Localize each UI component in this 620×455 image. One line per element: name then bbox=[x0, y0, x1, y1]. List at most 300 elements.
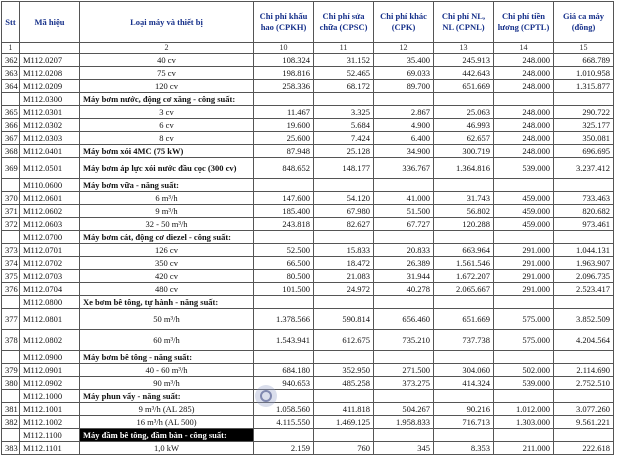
cell-csc: 612.675 bbox=[314, 330, 374, 351]
cell-stt: 363 bbox=[2, 67, 20, 80]
cell-code: M112.0902 bbox=[20, 377, 80, 390]
cell-name: 8 cv bbox=[80, 132, 254, 145]
cell-ckh bbox=[254, 93, 314, 106]
cell-name: Máy bơm xói 4MC (75 kW) bbox=[80, 145, 254, 158]
cell-gia: 9.561.221 bbox=[554, 416, 614, 429]
cell-ckh bbox=[254, 296, 314, 309]
cell-ck bbox=[374, 351, 434, 364]
cell-csc: 352.950 bbox=[314, 364, 374, 377]
cell-tl: 539.000 bbox=[494, 158, 554, 179]
table-row bbox=[2, 158, 614, 179]
cell-stt: 375 bbox=[2, 270, 20, 283]
cell-code: M112.1001 bbox=[20, 403, 80, 416]
cell-nl: 8.353 bbox=[434, 442, 494, 455]
cell-tl: 291.000 bbox=[494, 244, 554, 257]
cell-stt: 381 bbox=[2, 403, 20, 416]
cell-nl: 663.964 bbox=[434, 244, 494, 257]
cell-gia: 325.177 bbox=[554, 119, 614, 132]
cell-stt: 365 bbox=[2, 106, 20, 119]
cell-code: M112.0702 bbox=[20, 257, 80, 270]
cell-stt bbox=[2, 351, 20, 364]
cell-nl bbox=[434, 231, 494, 244]
cell-gia: 733.463 bbox=[554, 192, 614, 205]
cell-csc: 485.258 bbox=[314, 377, 374, 390]
cell-ckh: 243.818 bbox=[254, 218, 314, 231]
cell-nl: 442.643 bbox=[434, 67, 494, 80]
cell-ckh: 1.543.941 bbox=[254, 330, 314, 351]
cell-csc: 15.833 bbox=[314, 244, 374, 257]
cell-tl bbox=[494, 296, 554, 309]
cell-ck: 89.700 bbox=[374, 80, 434, 93]
cell-stt: 373 bbox=[2, 244, 20, 257]
cell-tl: 248.000 bbox=[494, 119, 554, 132]
cell-code: M112.0209 bbox=[20, 80, 80, 93]
cell-gia: 973.461 bbox=[554, 218, 614, 231]
cell-stt: 372 bbox=[2, 218, 20, 231]
cell-name: 6 m³/h bbox=[80, 192, 254, 205]
cell-ck: 31.944 bbox=[374, 270, 434, 283]
group-row bbox=[2, 390, 614, 403]
cell-code: M112.0208 bbox=[20, 67, 80, 80]
cell-ckh: 11.467 bbox=[254, 106, 314, 119]
cell-csc: 760 bbox=[314, 442, 374, 455]
table-row bbox=[2, 67, 614, 80]
cell-stt bbox=[2, 179, 20, 192]
cell-tl bbox=[494, 351, 554, 364]
header-gia: Giá ca máy (đồng) bbox=[554, 2, 614, 43]
cell-ckh: 198.816 bbox=[254, 67, 314, 80]
cell-tl: 248.000 bbox=[494, 145, 554, 158]
cell-tl: 248.000 bbox=[494, 54, 554, 67]
cell-gia: 1.963.907 bbox=[554, 257, 614, 270]
table-row bbox=[2, 132, 614, 145]
cell-nl: 716.713 bbox=[434, 416, 494, 429]
cell-code: M112.0603 bbox=[20, 218, 80, 231]
cell-tl bbox=[494, 93, 554, 106]
cell-code: M112.0900 bbox=[20, 351, 80, 364]
cell-ck bbox=[374, 179, 434, 192]
cell-csc: 1.469.125 bbox=[314, 416, 374, 429]
cell-tl: 248.000 bbox=[494, 80, 554, 93]
cell-ck: 35.400 bbox=[374, 54, 434, 67]
cell-stt: 380 bbox=[2, 377, 20, 390]
table-row bbox=[2, 257, 614, 270]
cell-code: M112.1100 bbox=[20, 429, 80, 442]
cell-ck: 67.727 bbox=[374, 218, 434, 231]
cell-stt: 377 bbox=[2, 309, 20, 330]
cell-stt: 379 bbox=[2, 364, 20, 377]
cell-gia bbox=[554, 429, 614, 442]
cell-stt: 362 bbox=[2, 54, 20, 67]
cell-code: M112.0700 bbox=[20, 231, 80, 244]
cell-gia: 2.114.690 bbox=[554, 364, 614, 377]
cell-gia bbox=[554, 231, 614, 244]
table-row bbox=[2, 283, 614, 296]
cell-stt: 378 bbox=[2, 330, 20, 351]
cell-gia: 696.695 bbox=[554, 145, 614, 158]
cell-tl: 459.000 bbox=[494, 218, 554, 231]
cell-nl: 1.672.207 bbox=[434, 270, 494, 283]
cell-stt: 370 bbox=[2, 192, 20, 205]
cell-csc: 68.172 bbox=[314, 80, 374, 93]
cell-csc: 21.083 bbox=[314, 270, 374, 283]
cell-tl: 575.000 bbox=[494, 330, 554, 351]
cell-ck: 6.400 bbox=[374, 132, 434, 145]
cell-ck bbox=[374, 231, 434, 244]
cell-gia bbox=[554, 93, 614, 106]
cell-code: M112.0801 bbox=[20, 309, 80, 330]
cell-ck: 34.900 bbox=[374, 145, 434, 158]
cell-gia: 1.315.877 bbox=[554, 80, 614, 93]
cell-ck: 735.210 bbox=[374, 330, 434, 351]
cell-code: M112.1101 bbox=[20, 442, 80, 455]
group-row bbox=[2, 351, 614, 364]
cell-gia: 3.077.260 bbox=[554, 403, 614, 416]
cell-gia: 3.237.412 bbox=[554, 158, 614, 179]
table-row bbox=[2, 119, 614, 132]
cell-ck: 1.958.833 bbox=[374, 416, 434, 429]
cell-stt: 364 bbox=[2, 80, 20, 93]
cell-nl: 1.561.546 bbox=[434, 257, 494, 270]
cell-ckh: 258.336 bbox=[254, 80, 314, 93]
column-number-row bbox=[2, 43, 614, 54]
cell-name: Máy bơm áp lực xói nước đầu cọc (300 cv) bbox=[80, 158, 254, 179]
cell-ckh bbox=[254, 231, 314, 244]
col-number-1: 1 bbox=[2, 43, 20, 54]
cell-code: M112.0704 bbox=[20, 283, 80, 296]
col-number-blank bbox=[20, 43, 80, 54]
header-nl: Chi phí NL, NL (CPNL) bbox=[434, 2, 494, 43]
cell-code: M112.0300 bbox=[20, 93, 80, 106]
col-number-2: 2 bbox=[80, 43, 254, 54]
cell-ckh: 87.948 bbox=[254, 145, 314, 158]
table-row bbox=[2, 205, 614, 218]
cell-ckh: 25.600 bbox=[254, 132, 314, 145]
cell-tl: 248.000 bbox=[494, 67, 554, 80]
table-row bbox=[2, 416, 614, 429]
cell-gia: 1.010.958 bbox=[554, 67, 614, 80]
group-row bbox=[2, 179, 614, 192]
cell-ckh: 80.500 bbox=[254, 270, 314, 283]
table-row bbox=[2, 403, 614, 416]
cell-gia: 820.682 bbox=[554, 205, 614, 218]
table-row bbox=[2, 377, 614, 390]
table-row bbox=[2, 80, 614, 93]
cell-name: Máy bơm vữa - năng suất: bbox=[80, 179, 254, 192]
cell-stt: 376 bbox=[2, 283, 20, 296]
cell-csc bbox=[314, 390, 374, 403]
cell-ck: 504.267 bbox=[374, 403, 434, 416]
cell-csc: 54.120 bbox=[314, 192, 374, 205]
cell-name: 9 m³/h bbox=[80, 205, 254, 218]
cell-code: M112.0703 bbox=[20, 270, 80, 283]
cell-ck: 26.389 bbox=[374, 257, 434, 270]
cell-stt: 369 bbox=[2, 158, 20, 179]
col-number-10: 10 bbox=[254, 43, 314, 54]
cell-name: 126 cv bbox=[80, 244, 254, 257]
cell-tl bbox=[494, 179, 554, 192]
cell-nl: 245.913 bbox=[434, 54, 494, 67]
cell-ck: 2.867 bbox=[374, 106, 434, 119]
table-row bbox=[2, 364, 614, 377]
cell-tl: 502.000 bbox=[494, 364, 554, 377]
table-body bbox=[2, 54, 614, 455]
table-row bbox=[2, 54, 614, 67]
cell-nl: 300.719 bbox=[434, 145, 494, 158]
cell-ckh: 1.058.560 bbox=[254, 403, 314, 416]
cell-tl: 248.000 bbox=[494, 132, 554, 145]
cell-ckh: 19.600 bbox=[254, 119, 314, 132]
cell-nl: 31.743 bbox=[434, 192, 494, 205]
cell-name: 3 cv bbox=[80, 106, 254, 119]
cell-gia: 350.081 bbox=[554, 132, 614, 145]
cell-gia bbox=[554, 390, 614, 403]
cell-csc: 5.684 bbox=[314, 119, 374, 132]
cell-code: M112.0501 bbox=[20, 158, 80, 179]
cell-nl: 304.060 bbox=[434, 364, 494, 377]
cell-csc: 67.980 bbox=[314, 205, 374, 218]
cell-stt: 366 bbox=[2, 119, 20, 132]
cell-name: 40 cv bbox=[80, 54, 254, 67]
table-row bbox=[2, 270, 614, 283]
cell-gia bbox=[554, 179, 614, 192]
cell-stt bbox=[2, 231, 20, 244]
cell-stt: 368 bbox=[2, 145, 20, 158]
cell-code: M112.0302 bbox=[20, 119, 80, 132]
group-row bbox=[2, 429, 614, 442]
header-stt: Stt bbox=[2, 2, 20, 43]
cell-tl bbox=[494, 390, 554, 403]
cell-csc: 31.152 bbox=[314, 54, 374, 67]
col-number-14: 14 bbox=[494, 43, 554, 54]
cell-ck bbox=[374, 390, 434, 403]
cell-ck: 69.033 bbox=[374, 67, 434, 80]
cell-csc: 411.818 bbox=[314, 403, 374, 416]
cell-name: Máy đầm bê tông, đầm bàn - công suất: bbox=[80, 429, 254, 442]
cell-tl: 291.000 bbox=[494, 257, 554, 270]
table-row bbox=[2, 309, 614, 330]
cell-name: Máy bơm bê tông - năng suất: bbox=[80, 351, 254, 364]
header-ckh: Chi phí khấu hao (CPKH) bbox=[254, 2, 314, 43]
cell-nl: 651.669 bbox=[434, 309, 494, 330]
cell-csc bbox=[314, 429, 374, 442]
col-number-12: 12 bbox=[374, 43, 434, 54]
cell-name: 120 cv bbox=[80, 80, 254, 93]
cell-name: Máy bơm nước, động cơ xăng - công suất: bbox=[80, 93, 254, 106]
cell-ck: 20.833 bbox=[374, 244, 434, 257]
col-number-13: 13 bbox=[434, 43, 494, 54]
group-row bbox=[2, 296, 614, 309]
cell-stt bbox=[2, 429, 20, 442]
cell-nl: 56.802 bbox=[434, 205, 494, 218]
header-name: Loại máy và thiết bị bbox=[80, 2, 254, 43]
cell-code: M112.1000 bbox=[20, 390, 80, 403]
cell-code: M112.0701 bbox=[20, 244, 80, 257]
cell-ckh: 52.500 bbox=[254, 244, 314, 257]
cell-csc bbox=[314, 351, 374, 364]
cell-ck: 345 bbox=[374, 442, 434, 455]
cell-ck bbox=[374, 93, 434, 106]
cell-csc: 82.627 bbox=[314, 218, 374, 231]
cell-stt bbox=[2, 390, 20, 403]
cost-table bbox=[1, 1, 614, 455]
cell-tl: 459.000 bbox=[494, 205, 554, 218]
cell-csc bbox=[314, 93, 374, 106]
cell-stt: 383 bbox=[2, 442, 20, 455]
cell-gia: 668.789 bbox=[554, 54, 614, 67]
cell-code: M112.0601 bbox=[20, 192, 80, 205]
cell-gia: 222.618 bbox=[554, 442, 614, 455]
cell-ck bbox=[374, 296, 434, 309]
cell-nl: 1.364.816 bbox=[434, 158, 494, 179]
cell-csc: 18.472 bbox=[314, 257, 374, 270]
cell-ckh: 848.652 bbox=[254, 158, 314, 179]
cell-nl: 2.065.667 bbox=[434, 283, 494, 296]
cell-code: M112.0602 bbox=[20, 205, 80, 218]
cell-ckh: 1.378.566 bbox=[254, 309, 314, 330]
cell-tl: 1.012.000 bbox=[494, 403, 554, 416]
cell-nl: 120.288 bbox=[434, 218, 494, 231]
cell-gia: 3.852.509 bbox=[554, 309, 614, 330]
cell-csc: 24.972 bbox=[314, 283, 374, 296]
cell-stt: 382 bbox=[2, 416, 20, 429]
cell-code: M112.0401 bbox=[20, 145, 80, 158]
cell-name: 60 m³/h bbox=[80, 330, 254, 351]
cell-name: Máy bơm cát, động cơ diezel - công suất: bbox=[80, 231, 254, 244]
cell-tl: 291.000 bbox=[494, 283, 554, 296]
cell-name: 420 cv bbox=[80, 270, 254, 283]
cell-code: M112.0303 bbox=[20, 132, 80, 145]
table-header bbox=[2, 2, 614, 54]
cell-tl: 211.000 bbox=[494, 442, 554, 455]
cell-name: Xe bơm bê tông, tự hành - năng suất: bbox=[80, 296, 254, 309]
group-row bbox=[2, 93, 614, 106]
cell-stt: 371 bbox=[2, 205, 20, 218]
cell-ckh: 147.600 bbox=[254, 192, 314, 205]
cell-ckh bbox=[254, 351, 314, 364]
cell-gia: 290.722 bbox=[554, 106, 614, 119]
cell-ckh bbox=[254, 179, 314, 192]
cell-ckh: 940.653 bbox=[254, 377, 314, 390]
cell-nl bbox=[434, 179, 494, 192]
cell-gia: 1.044.131 bbox=[554, 244, 614, 257]
cell-csc: 7.424 bbox=[314, 132, 374, 145]
header-csc: Chi phí sửa chữa (CPSC) bbox=[314, 2, 374, 43]
cell-code: M112.0802 bbox=[20, 330, 80, 351]
cell-nl: 90.216 bbox=[434, 403, 494, 416]
cell-code: M112.1002 bbox=[20, 416, 80, 429]
cell-gia bbox=[554, 351, 614, 364]
cell-nl: 737.738 bbox=[434, 330, 494, 351]
cell-nl bbox=[434, 296, 494, 309]
cell-ck: 41.000 bbox=[374, 192, 434, 205]
cell-tl: 291.000 bbox=[494, 270, 554, 283]
cell-name: 50 m³/h bbox=[80, 309, 254, 330]
cell-csc: 590.814 bbox=[314, 309, 374, 330]
cell-tl bbox=[494, 231, 554, 244]
cell-gia: 2.523.417 bbox=[554, 283, 614, 296]
cell-ck bbox=[374, 429, 434, 442]
cell-stt bbox=[2, 296, 20, 309]
cell-code: M112.0901 bbox=[20, 364, 80, 377]
group-row bbox=[2, 231, 614, 244]
cell-name: 40 - 60 m³/h bbox=[80, 364, 254, 377]
cell-gia: 4.204.564 bbox=[554, 330, 614, 351]
cell-code: M112.0800 bbox=[20, 296, 80, 309]
cell-ckh: 4.115.550 bbox=[254, 416, 314, 429]
cell-tl bbox=[494, 429, 554, 442]
cell-csc bbox=[314, 231, 374, 244]
cell-gia bbox=[554, 296, 614, 309]
cell-code: M110.0600 bbox=[20, 179, 80, 192]
cell-nl: 414.324 bbox=[434, 377, 494, 390]
col-number-11: 11 bbox=[314, 43, 374, 54]
cell-stt bbox=[2, 93, 20, 106]
cell-name: 480 cv bbox=[80, 283, 254, 296]
cell-csc bbox=[314, 296, 374, 309]
cell-gia: 2.752.510 bbox=[554, 377, 614, 390]
table-row bbox=[2, 330, 614, 351]
cell-name: 6 cv bbox=[80, 119, 254, 132]
cell-csc: 3.325 bbox=[314, 106, 374, 119]
cell-ckh: 108.324 bbox=[254, 54, 314, 67]
table-row bbox=[2, 106, 614, 119]
table-row bbox=[2, 442, 614, 455]
cell-csc: 148.177 bbox=[314, 158, 374, 179]
cell-nl bbox=[434, 93, 494, 106]
cell-ck: 40.278 bbox=[374, 283, 434, 296]
table-row bbox=[2, 192, 614, 205]
table-row bbox=[2, 218, 614, 231]
cell-ck: 373.275 bbox=[374, 377, 434, 390]
cell-nl bbox=[434, 390, 494, 403]
cell-ck: 4.900 bbox=[374, 119, 434, 132]
cell-nl: 651.669 bbox=[434, 80, 494, 93]
cell-ckh: 66.500 bbox=[254, 257, 314, 270]
header-tl: Chi phí tiền lương (CPTL) bbox=[494, 2, 554, 43]
cell-ckh: 2.159 bbox=[254, 442, 314, 455]
cell-name: 16 m³/h (AL 500) bbox=[80, 416, 254, 429]
cell-stt: 367 bbox=[2, 132, 20, 145]
cell-tl: 575.000 bbox=[494, 309, 554, 330]
magnifier-icon[interactable] bbox=[255, 385, 277, 407]
cell-nl bbox=[434, 429, 494, 442]
cell-ck: 336.767 bbox=[374, 158, 434, 179]
table-row bbox=[2, 145, 614, 158]
cell-name: 350 cv bbox=[80, 257, 254, 270]
col-number-15: 15 bbox=[554, 43, 614, 54]
cell-name: Máy phun vẩy - năng suất: bbox=[80, 390, 254, 403]
header-code: Mã hiệu bbox=[20, 2, 80, 43]
cell-name: 75 cv bbox=[80, 67, 254, 80]
cell-ck: 51.500 bbox=[374, 205, 434, 218]
cell-gia: 2.096.735 bbox=[554, 270, 614, 283]
cell-name: 9 m³/h (AL 285) bbox=[80, 403, 254, 416]
cell-ckh bbox=[254, 429, 314, 442]
cell-nl: 46.993 bbox=[434, 119, 494, 132]
cell-tl: 1.303.000 bbox=[494, 416, 554, 429]
cell-tl: 248.000 bbox=[494, 106, 554, 119]
cell-ck: 656.460 bbox=[374, 309, 434, 330]
header-ck: Chi phí khác (CPK) bbox=[374, 2, 434, 43]
cell-ckh: 101.500 bbox=[254, 283, 314, 296]
cell-nl bbox=[434, 351, 494, 364]
cell-nl: 62.657 bbox=[434, 132, 494, 145]
cell-tl: 459.000 bbox=[494, 192, 554, 205]
cell-code: M112.0207 bbox=[20, 54, 80, 67]
cell-tl: 539.000 bbox=[494, 377, 554, 390]
cell-name: 1,0 kW bbox=[80, 442, 254, 455]
